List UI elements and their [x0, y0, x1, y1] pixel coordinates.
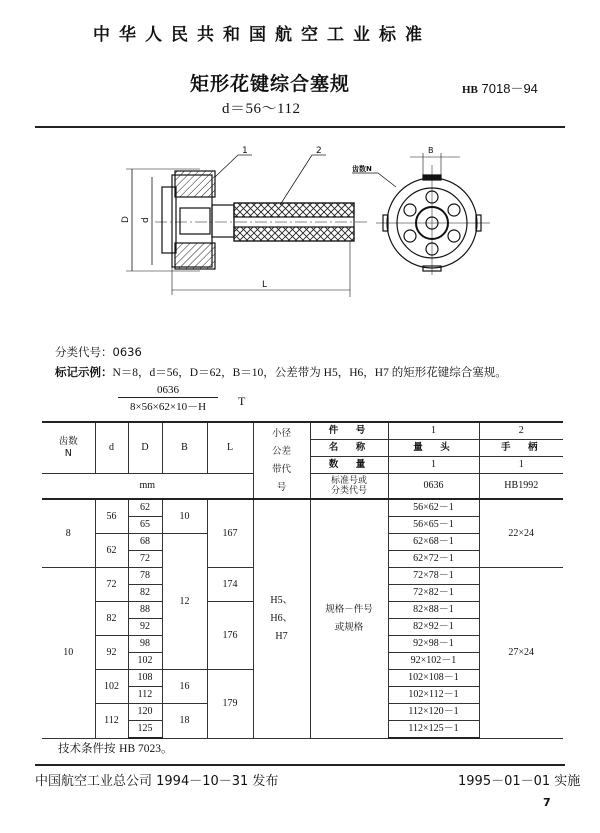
issuing-organization: 中华人民共和国航空工业标准 — [93, 25, 431, 45]
cell-D: 98 — [128, 636, 162, 653]
header-D: D — [128, 422, 162, 474]
cell-L: 179 — [207, 670, 253, 739]
cell-d: 92 — [95, 636, 128, 670]
cell-part1: 56×65－1 — [388, 517, 479, 534]
cell-part1: 92×102－1 — [388, 653, 479, 670]
cell-part1: 62×72－1 — [388, 551, 479, 568]
footer-rule — [35, 764, 565, 766]
cell-part1: 72×82－1 — [388, 585, 479, 602]
part2-name: 手 柄 — [479, 440, 563, 457]
cell-part1: 92×98－1 — [388, 636, 479, 653]
header-unit: mm — [42, 474, 253, 500]
standard-code-prefix: HB — [462, 84, 478, 96]
cell-D: 88 — [128, 602, 162, 619]
svg-text:齿数N: 齿数N — [352, 165, 372, 173]
header-part-no: 件 号 — [310, 422, 388, 440]
technical-note-label: 技术条件按 — [58, 741, 116, 755]
part1-standard: 0636 — [388, 474, 479, 500]
cell-d: 56 — [95, 499, 128, 534]
header-name: 名 称 — [310, 440, 388, 457]
cell-part1: 112×125－1 — [388, 721, 479, 739]
document-title: 矩形花键综合塞规 — [190, 73, 351, 95]
header-B: B — [162, 422, 207, 474]
standard-code — [462, 78, 538, 97]
table-row — [42, 499, 563, 517]
cell-D: 65 — [128, 517, 162, 534]
fraction-denominator: 8×56×62×10－H — [129, 401, 207, 413]
part1-no: 1 — [388, 422, 479, 440]
marking-example-text: N＝8，d＝56，D＝62，B＝10，公差带为 H5，H6，H7 的矩形花键综合塞规。 — [112, 367, 507, 379]
cell-d: 62 — [95, 534, 128, 568]
classification-label: 分类代号： — [55, 345, 113, 359]
cell-d: 72 — [95, 568, 128, 602]
part1-name: 量 头 — [388, 440, 479, 457]
technical-note-code: HB 7023。 — [119, 743, 173, 755]
implementation-date: 1995－01－01 实施 — [458, 774, 581, 789]
cell-D: 72 — [128, 551, 162, 568]
part2-standard: HB1992 — [479, 474, 563, 500]
document-subtitle: d＝56～112 — [222, 101, 301, 117]
spline-gauge-drawing — [100, 135, 520, 305]
cell-D: 78 — [128, 568, 162, 585]
svg-text:2: 2 — [316, 146, 322, 156]
header-L: L — [207, 422, 253, 474]
cell-D: 112 — [128, 687, 162, 704]
header-teeth-count: 齿数 N — [42, 422, 95, 474]
publish-info: 中国航空工业总公司 1994－10－31 发布 — [35, 774, 279, 789]
svg-text:D: D — [121, 216, 131, 223]
classification-value: 0636 — [112, 345, 142, 359]
cell-D: 108 — [128, 670, 162, 687]
svg-text:L: L — [262, 280, 268, 290]
cell-part2: 22×24 — [479, 499, 563, 568]
cell-L: 167 — [207, 499, 253, 568]
cell-part1: 82×92－1 — [388, 619, 479, 636]
cell-N: 8 — [42, 499, 95, 568]
cell-part1: 62×68－1 — [388, 534, 479, 551]
marking-example — [55, 364, 507, 380]
cell-d: 102 — [95, 670, 128, 704]
header-qty: 数 量 — [310, 457, 388, 474]
cell-B: 10 — [162, 499, 207, 534]
cell-part1: 72×78－1 — [388, 568, 479, 585]
end-view — [352, 146, 490, 275]
cell-part1: 102×108－1 — [388, 670, 479, 687]
part2-qty: 1 — [479, 457, 563, 474]
side-view — [121, 146, 368, 297]
standard-code-number: 7018－94 — [481, 81, 538, 96]
part2-no: 2 — [479, 422, 563, 440]
page-number: 7 — [543, 796, 551, 809]
cell-d: 112 — [95, 704, 128, 739]
svg-text:d: d — [141, 217, 151, 223]
cell-N: 10 — [42, 568, 95, 739]
cell-D: 102 — [128, 653, 162, 670]
svg-text:1: 1 — [242, 146, 248, 156]
header-tolerance: 小径 公差 带代 号 — [253, 422, 310, 499]
cell-B: 18 — [162, 704, 207, 739]
cell-D: 92 — [128, 619, 162, 636]
spec-table — [42, 421, 563, 739]
classification-code — [55, 344, 142, 360]
cell-part1: 82×88－1 — [388, 602, 479, 619]
technical-note — [58, 740, 173, 756]
cell-D: 68 — [128, 534, 162, 551]
cell-L: 174 — [207, 568, 253, 602]
cell-part2: 27×24 — [479, 568, 563, 739]
cell-L: 176 — [207, 602, 253, 670]
cell-B: 12 — [162, 534, 207, 670]
cell-part1: 112×120－1 — [388, 704, 479, 721]
cell-D: 125 — [128, 721, 162, 739]
fraction-numerator: 0636 — [118, 384, 218, 398]
part1-qty: 1 — [388, 457, 479, 474]
cell-D: 120 — [128, 704, 162, 721]
cell-part1: 56×62－1 — [388, 499, 479, 517]
marking-fraction — [118, 384, 218, 414]
svg-text:B: B — [428, 146, 434, 155]
header-d: d — [95, 422, 128, 474]
cell-spec-label: 规格－件号 或规格 — [310, 499, 388, 738]
marking-example-label: 标记示例： — [55, 365, 113, 379]
cell-D: 82 — [128, 585, 162, 602]
cell-tolerance: H5、 H6、 H7 — [253, 499, 310, 738]
fraction-suffix: T — [238, 394, 246, 408]
header-standard: 标准号或 分类代号 — [310, 474, 388, 500]
cell-part1: 102×112－1 — [388, 687, 479, 704]
header-rule — [35, 126, 565, 128]
cell-B: 16 — [162, 670, 207, 704]
cell-D: 62 — [128, 499, 162, 517]
cell-d: 82 — [95, 602, 128, 636]
